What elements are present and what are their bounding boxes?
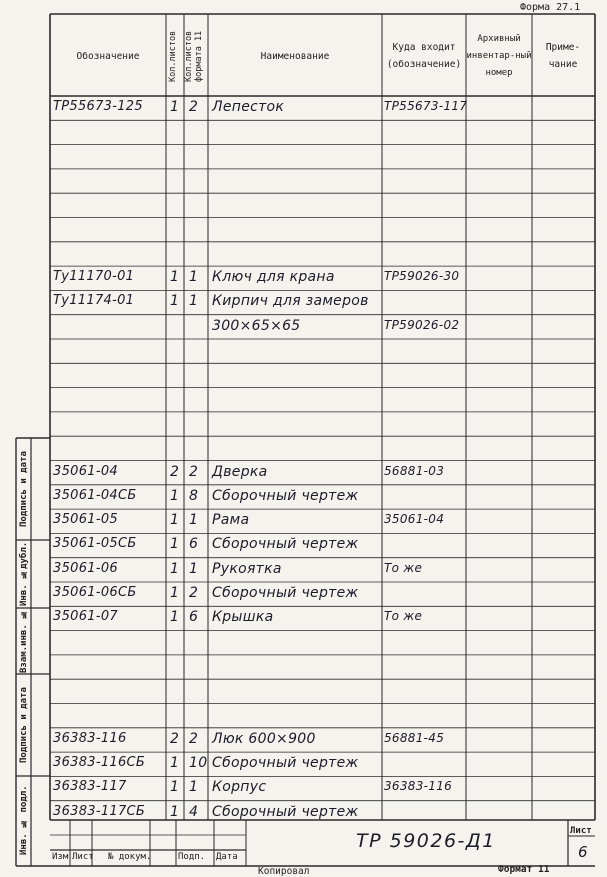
row-sheet-count: 1 xyxy=(170,560,180,577)
row-used-in: ТР55673-117 xyxy=(384,99,468,113)
form-label: Форма 27.1 xyxy=(520,2,581,13)
row-name: Сборочный чертеж xyxy=(212,536,359,553)
side-label-inv-original: Инв. № подл. xyxy=(19,785,29,855)
header-format11-count: Кол.листов формата 11 xyxy=(184,30,204,82)
row-format11-count: 1 xyxy=(189,269,199,286)
row-name: Рама xyxy=(212,512,250,529)
format-label: Формат 11 xyxy=(498,864,550,875)
row-sheet-count: 2 xyxy=(170,463,180,480)
row-designation: ТР55673-125 xyxy=(53,99,143,114)
row-format11-count: 2 xyxy=(189,99,199,115)
row-name: 300×65×65 xyxy=(212,317,301,334)
row-format11-count: 1 xyxy=(189,293,199,310)
row-format11-count: 1 xyxy=(189,560,199,577)
header-note: Приме-чание xyxy=(545,42,581,70)
footer-izm: Изм xyxy=(52,852,69,862)
row-sheet-count: 1 xyxy=(170,269,180,286)
row-name: Сборочный чертеж xyxy=(212,585,359,601)
header-sheet-count: Кол.листов xyxy=(168,30,178,82)
row-used-in: ТР59026-30 xyxy=(384,269,460,284)
row-sheet-count: 1 xyxy=(170,585,180,601)
footer-sign: Подп. xyxy=(178,852,206,862)
row-name: Ключ для крана xyxy=(212,269,335,286)
row-designation: 35061-06СБ xyxy=(53,585,137,600)
side-label-sign-date-top: Подпись и дата xyxy=(19,451,29,527)
row-designation: 36383-117СБ xyxy=(53,803,146,819)
row-designation: 35061-04 xyxy=(53,463,118,479)
row-sheet-count: 1 xyxy=(170,293,180,310)
row-sheet-count: 1 xyxy=(170,609,180,626)
header-name: Наименование xyxy=(260,50,330,62)
row-used-in: ТР59026-02 xyxy=(384,317,460,332)
footer-date: Дата xyxy=(216,852,238,862)
row-name: Сборочный чертеж xyxy=(212,803,359,820)
row-used-in: То же xyxy=(384,560,423,575)
row-format11-count: 2 xyxy=(189,730,199,747)
row-designation: 35061-04СБ xyxy=(53,487,137,503)
sheet-label: Лист xyxy=(570,826,592,836)
row-designation: 36383-116СБ xyxy=(53,755,146,771)
row-format11-count: 6 xyxy=(189,536,199,553)
row-used-in: 35061-04 xyxy=(384,512,445,527)
row-designation: 35061-06 xyxy=(53,560,118,576)
side-label-sign-date: Подпись и дата xyxy=(19,687,29,763)
row-designation: 36383-116 xyxy=(53,730,127,746)
row-designation: 35061-07 xyxy=(53,609,118,625)
row-format11-count: 6 xyxy=(189,609,199,626)
row-format11-count: 1 xyxy=(189,512,199,529)
copied-by-label: Копировал xyxy=(258,866,310,877)
header-designation: Обозначение xyxy=(76,50,140,62)
row-designation: Ту11174-01 xyxy=(53,293,135,309)
row-sheet-count: 1 xyxy=(170,755,180,772)
row-format11-count: 2 xyxy=(189,463,199,480)
row-name: Дверка xyxy=(212,463,268,480)
row-format11-count: 4 xyxy=(189,803,199,820)
footer-list: Лист xyxy=(72,852,94,862)
row-name: Корпус xyxy=(212,779,267,796)
row-used-in: 36383-116 xyxy=(384,779,453,794)
row-sheet-count: 1 xyxy=(170,803,180,820)
row-name: Рукоятка xyxy=(212,560,282,577)
side-label-dup-inv: Инв. №дубл. xyxy=(19,541,29,607)
row-designation: 35061-05 xyxy=(53,512,118,528)
row-format11-count: 10 xyxy=(189,755,208,772)
row-designation: 35061-05СБ xyxy=(53,536,137,552)
row-designation: 36383-117 xyxy=(53,779,127,795)
document-code: ТР 59026-Д1 xyxy=(356,830,496,852)
row-sheet-count: 1 xyxy=(170,536,180,553)
row-name: Лепесток xyxy=(212,99,285,115)
header-used-in: Куда входит (обозначение) xyxy=(386,42,462,70)
row-designation: Ту11170-01 xyxy=(53,269,135,285)
row-format11-count: 2 xyxy=(189,585,199,601)
footer-doc-no: № докум. xyxy=(108,852,152,862)
row-name: Сборочный чертеж xyxy=(212,487,359,504)
row-name: Кирпич для замеров xyxy=(212,293,369,310)
row-sheet-count: 1 xyxy=(170,99,180,115)
row-used-in: 56881-45 xyxy=(384,730,445,745)
row-sheet-count: 1 xyxy=(170,487,180,504)
row-format11-count: 8 xyxy=(189,487,199,504)
row-used-in: То же xyxy=(384,609,423,624)
row-name: Крышка xyxy=(212,609,274,626)
row-sheet-count: 1 xyxy=(170,512,180,529)
row-sheet-count: 1 xyxy=(170,779,180,796)
row-format11-count: 1 xyxy=(189,779,199,796)
side-label-replace-inv: Взам.инв. № xyxy=(19,608,29,674)
row-used-in: 56881-03 xyxy=(384,463,445,478)
row-name: Сборочный чертеж xyxy=(212,755,359,772)
sheet-number: 6 xyxy=(578,843,588,861)
row-name: Люк 600×900 xyxy=(212,730,316,747)
header-archive-no: Архивный инвентар-ный номер xyxy=(466,33,532,78)
row-sheet-count: 2 xyxy=(170,730,180,747)
